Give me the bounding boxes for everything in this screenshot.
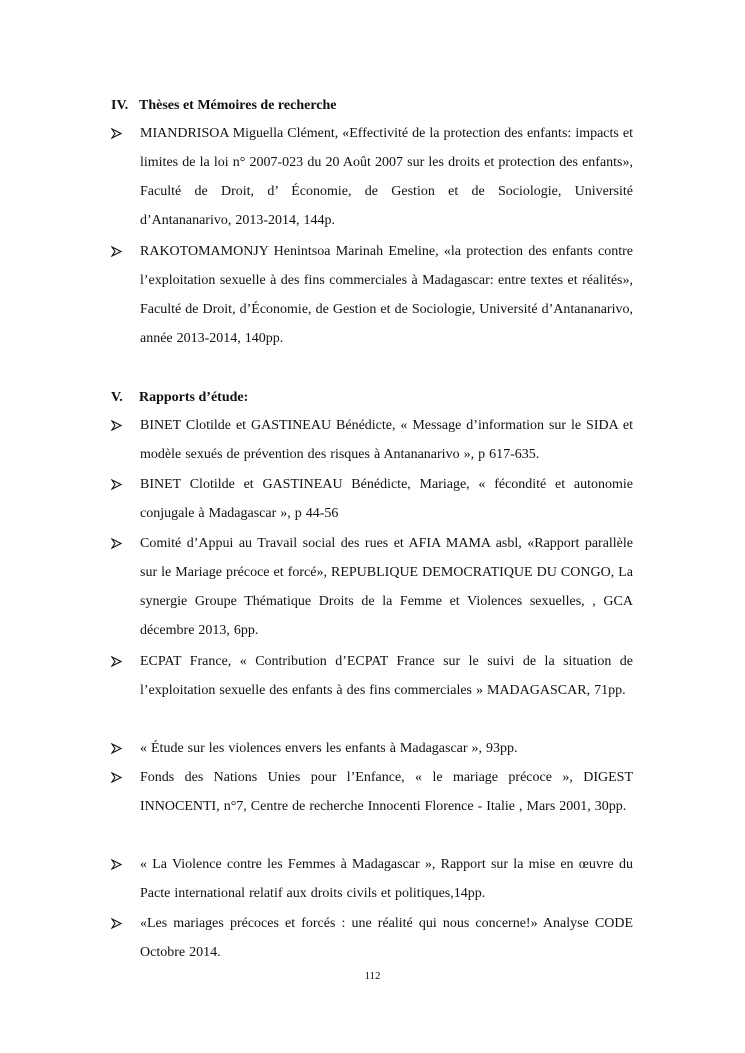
reference-text: BINET Clotilde et GASTINEAU Bénédicte, « Message d’information sur le SIDA et modèle sexués de prévention des risques à Antananarivo », p 617-635. [140, 418, 633, 462]
reference-entry [111, 850, 633, 908]
arrow-bullet-icon [111, 850, 125, 879]
section-heading-v [111, 389, 248, 407]
reference-text: Fonds des Nations Unies pour l’Enfance, « le mariage précoce », DIGEST INNOCENTI, n°7, Centre de recherche Innocenti Florence - Italie , Mars 2001, 30pp. [140, 770, 633, 814]
arrow-bullet-icon [111, 470, 125, 499]
arrow-bullet-icon [111, 119, 125, 148]
section-title: Thèses et Mémoires de recherche [139, 98, 337, 113]
reference-text: RAKOTOMAMONJY Henintsoa Marinah Emeline, «la protection des enfants contre l’exploitation sexuelle à des fins commerciales à Madagascar: entre textes et réalités», Faculté de Droit, d’Économie, de Gestion et de Sociologie, Université d’Antananarivo, année 2013-2014, 140pp. [140, 244, 633, 346]
section-number: IV. [111, 98, 129, 113]
reference-entry [111, 237, 633, 353]
reference-text: « Étude sur les violences envers les enfants à Madagascar », 93pp. [140, 741, 518, 756]
section-heading-iv [111, 97, 337, 115]
arrow-bullet-icon [111, 529, 125, 558]
reference-entry [111, 119, 633, 235]
reference-text: «Les mariages précoces et forcés : une réalité qui nous concerne!» Analyse CODE Octobre 2014. [140, 916, 633, 960]
reference-text: BINET Clotilde et GASTINEAU Bénédicte, Mariage, « fécondité et autonomie conjugale à Madagascar », p 44-56 [140, 477, 633, 521]
reference-entry [111, 529, 633, 645]
reference-entry [111, 411, 633, 469]
arrow-bullet-icon [111, 909, 125, 938]
section-number: V. [111, 390, 123, 405]
reference-entry [111, 647, 633, 705]
reference-entry [111, 470, 633, 528]
reference-text: « La Violence contre les Femmes à Madagascar », Rapport sur la mise en œuvre du Pacte international relatif aux droits civils et politiques,14pp. [140, 857, 633, 901]
reference-text: MIANDRISOA Miguella Clément, «Effectivité de la protection des enfants: impacts et limites de la loi n° 2007-023 du 20 Août 2007 sur les droits et protection des enfants», Faculté de Droit, d’ Économie, de Gestion et de Sociologie, Université d’Antananarivo, 2013-2014, 144p. [140, 126, 633, 228]
reference-text: ECPAT France, « Contribution d’ECPAT France sur le suivi de la situation de l’exploitation sexuelle des enfants à des fins commerciales » MADAGASCAR, 71pp. [140, 654, 633, 698]
arrow-bullet-icon [111, 647, 125, 676]
arrow-bullet-icon [111, 411, 125, 440]
section-title: Rapports d’étude: [139, 390, 249, 405]
arrow-bullet-icon [111, 734, 125, 763]
reference-entry [111, 909, 633, 967]
reference-text: Comité d’Appui au Travail social des rues et AFIA MAMA asbl, «Rapport parallèle sur le Mariage précoce et forcé», REPUBLIQUE DEMOCRATIQUE DU CONGO, La synergie Groupe Thématique Droits de la Femme et Violences sexuelles, , GCA décembre 2013, 6pp. [140, 536, 633, 638]
reference-entry [111, 763, 633, 821]
reference-entry [111, 734, 633, 763]
arrow-bullet-icon [111, 237, 125, 266]
arrow-bullet-icon [111, 763, 125, 792]
page-number: 112 [364, 970, 381, 982]
